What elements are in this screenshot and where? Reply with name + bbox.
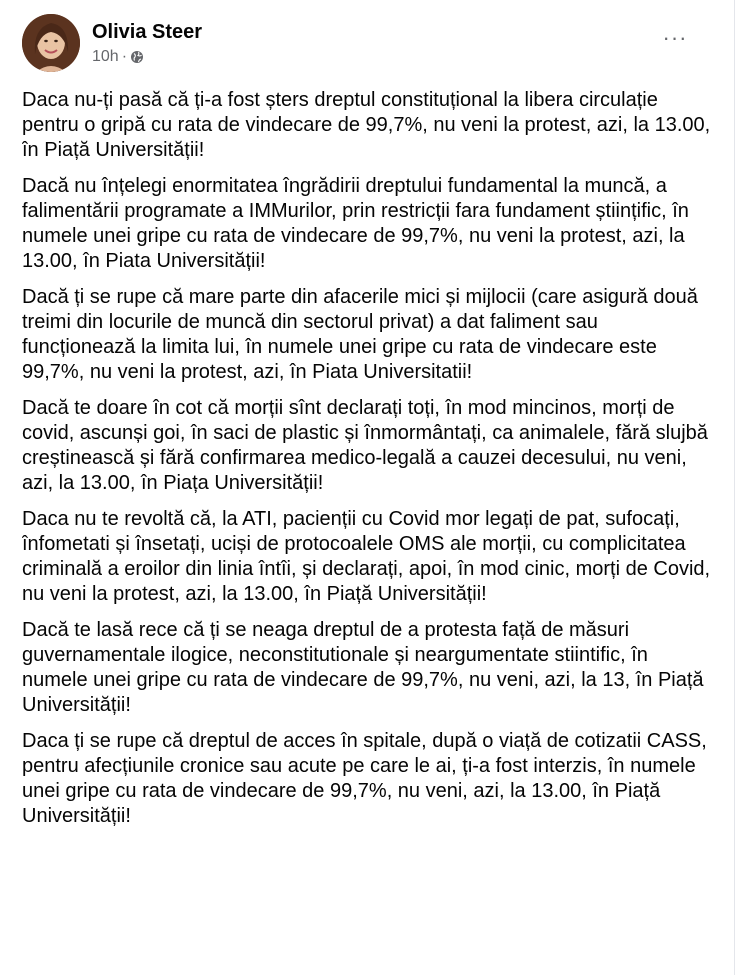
post-meta	[92, 20, 202, 66]
post-time[interactable]: 10h	[92, 48, 119, 65]
globe-icon[interactable]	[130, 50, 144, 64]
post-subline	[92, 48, 202, 66]
post-body	[22, 88, 712, 920]
post-header	[22, 14, 202, 72]
post-paragraph: Daca ți se rupe că dreptul de acces în spitale, după o viață de cotizatii CASS, pentru afecțiunile cronice sau acute pe care le ai, ți-a fost interzis, în numele unei gripe cu rata de vindecare de 99,7%, nu veni, azi, la 13.00, în Piață Universității!	[22, 730, 707, 827]
separator-dot: ·	[121, 48, 128, 65]
post-paragraph: Dacă ți se rupe că mare parte din afacerile mici și mijlocii (care asigură două treimi din locurile de muncă din sectorul privat) a dat faliment sau funcționează la limita lui, în numele unei gripe cu rata de vindecare este 99,7%, nu veni la protest, azi, în Piata Universitatii!	[22, 286, 698, 383]
post-paragraph: Daca nu-ți pasă că ți-a fost șters dreptul constituțional la libera circulație pentru o gripă cu rata de vindecare de 99,7%, nu veni la protest, azi, la 13.00, în Piață Universității!	[22, 89, 711, 161]
post-paragraph: Dacă te lasă rece că ți se neaga dreptul de a protesta față de măsuri guvernamentale ilogice, neconstitutionale și neargumentate stiintific, în numele unei gripe cu rata de vindecare de 99,7%, nu veni, azi, la 13, în Piață Universității!	[22, 619, 704, 716]
avatar[interactable]	[22, 14, 80, 72]
post-paragraph: Daca nu te revoltă că, la ATI, pacienții cu Covid mor legați de pat, sufocați, înfometati și însetați, uciși de protocoalele OMS ale morții, cu complicitatea criminală a eroilor din linia întîi, și declarați, apoi, în mod cinic, morți de Covid, nu veni la protest, azi, la 13.00, în Piață Universității!	[22, 508, 711, 605]
avatar-image	[22, 14, 80, 72]
more-options-icon[interactable]: ···	[662, 25, 688, 50]
author-name[interactable]: Olivia Steer	[92, 21, 203, 43]
post-paragraph: Dacă nu înțelegi enormitatea îngrădirii dreptului fundamental la muncă, a falimentării programate a IMMurilor, prin restricții fara fundament științific, în numele unei gripe cu rata de vindecare de 99,7%, nu veni la protest, azi, la 13.00, în Piata Universității!	[22, 175, 689, 272]
post-paragraph: Dacă te doare în cot că morții sînt declarați toți, în mod mincinos, morți de covid, ascunși goi, în saci de plastic și înmormântați, ca animalele, fără slujbă creștinească și fără confirmarea medico-legală a cauzei decesului, nu veni, azi, la 13.00, în Piața Universității!	[22, 397, 708, 494]
